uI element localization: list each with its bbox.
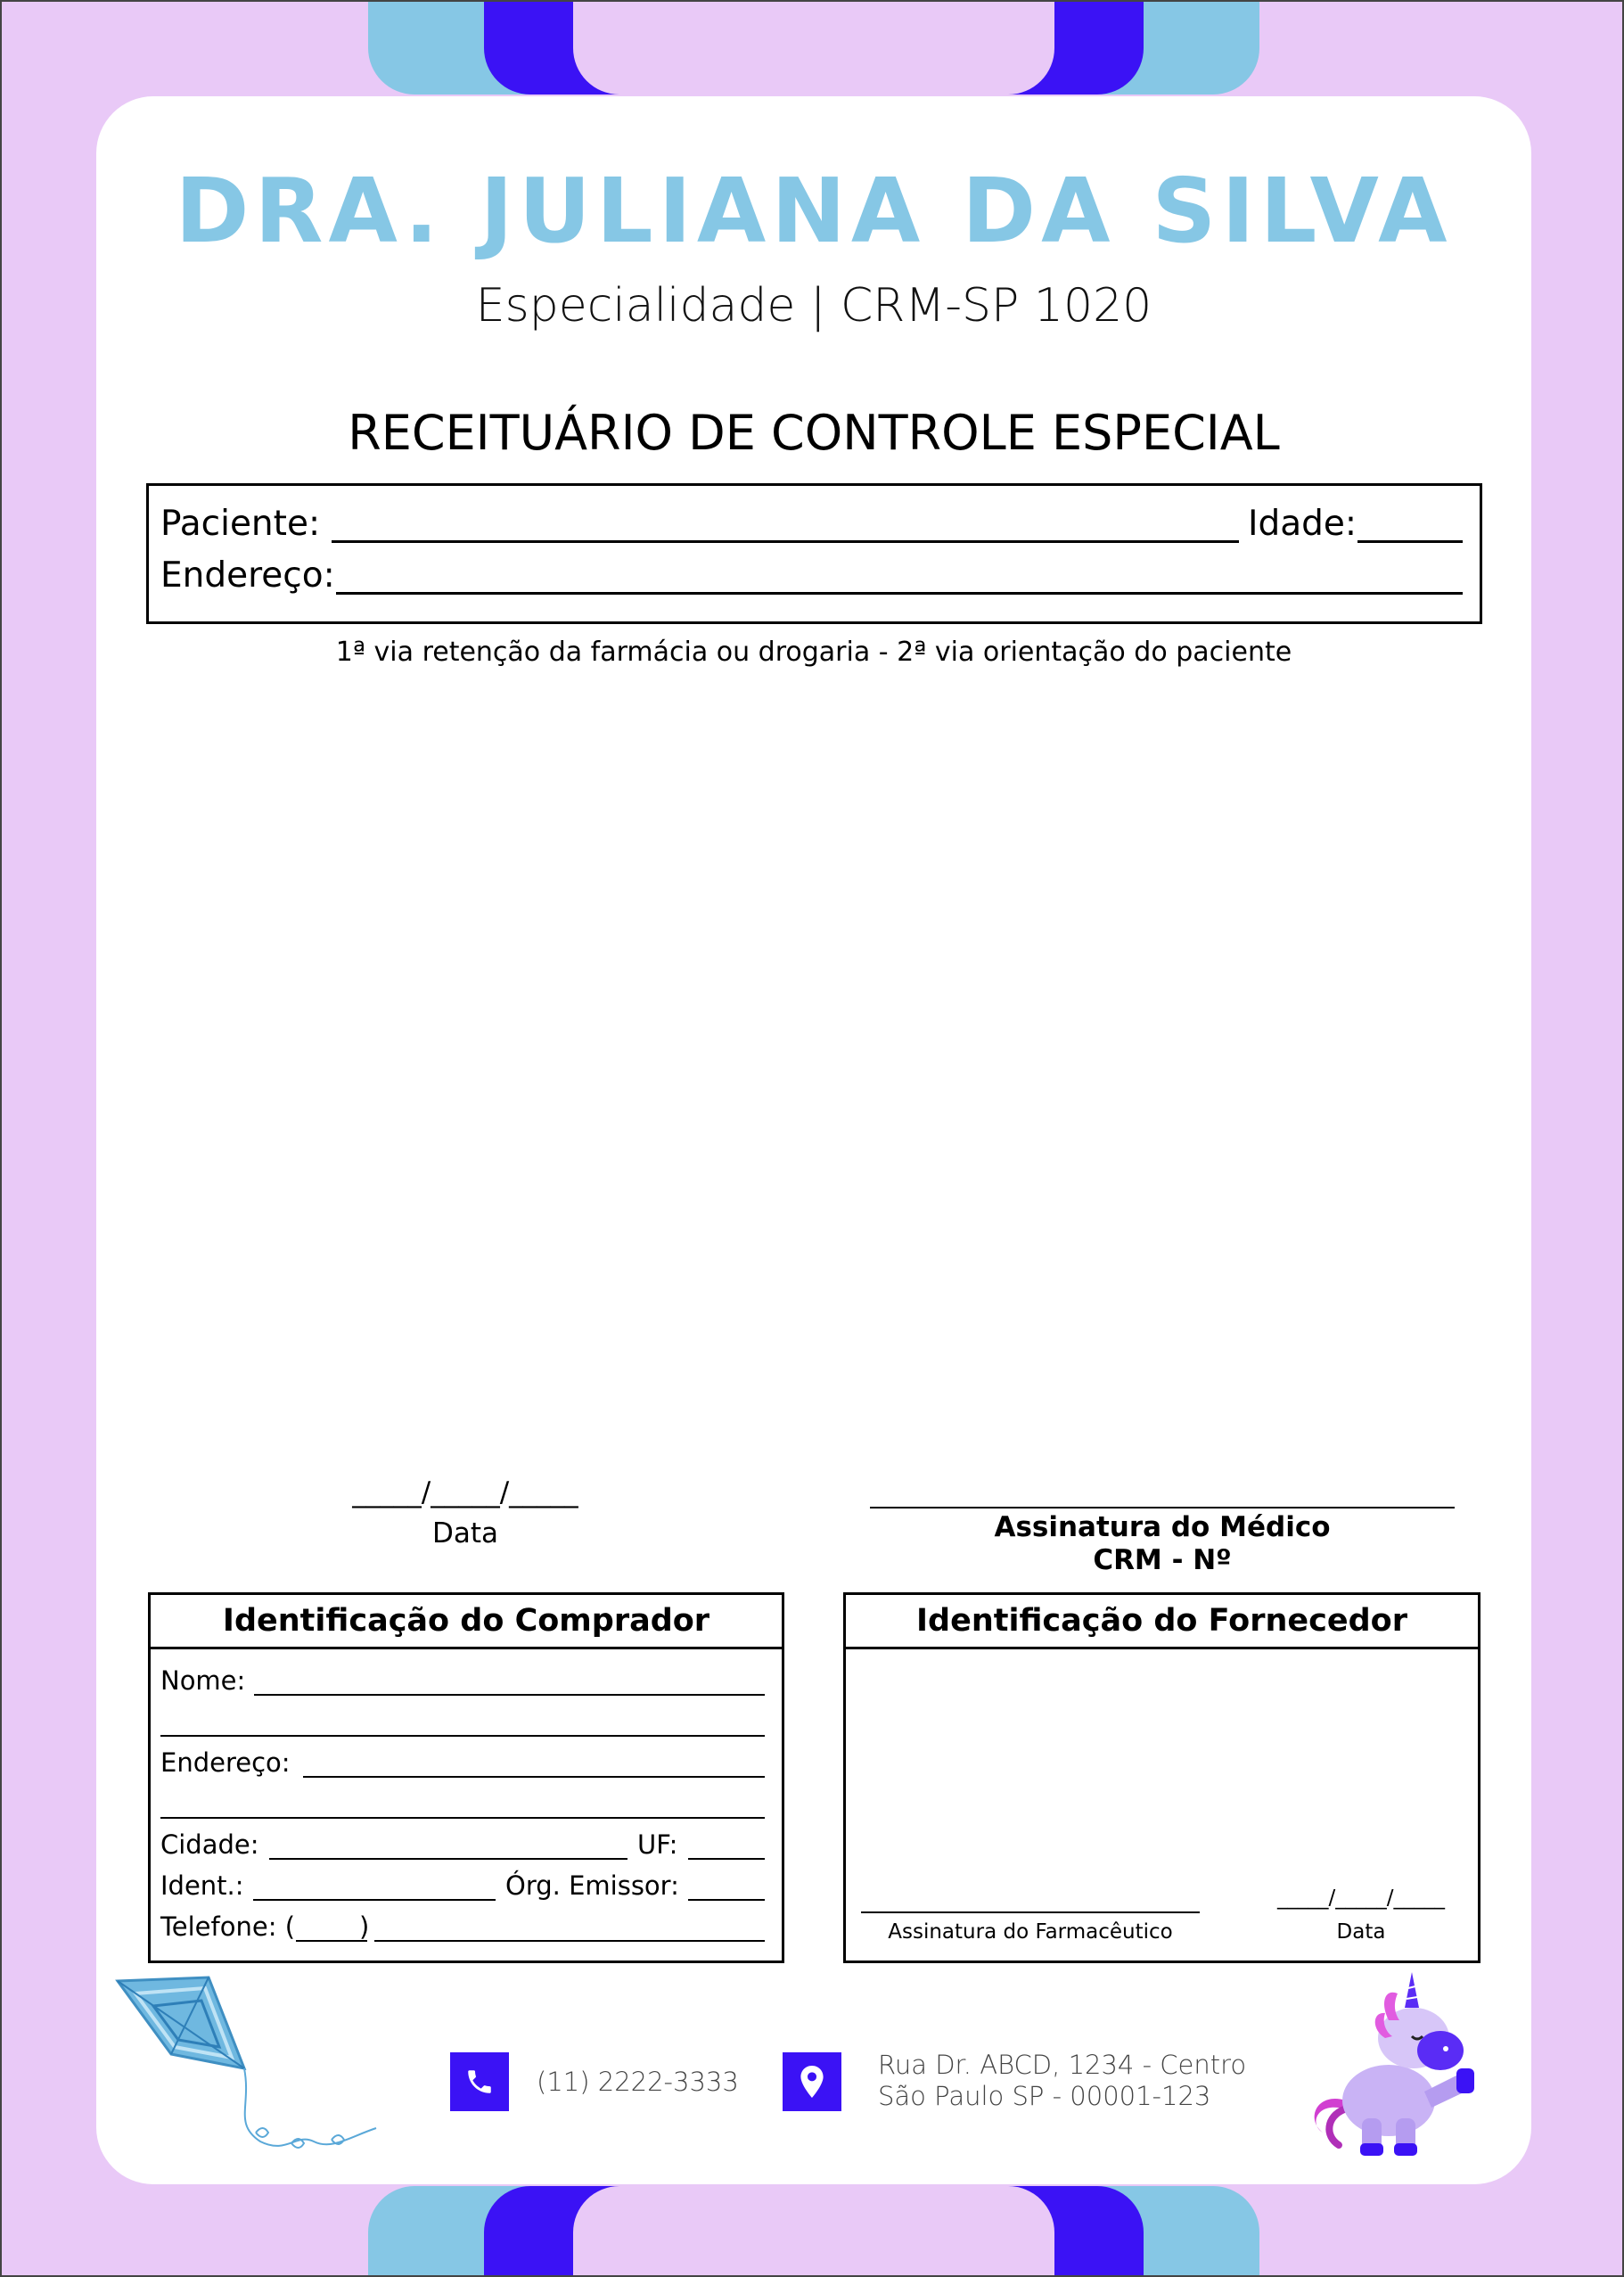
- address-input-line[interactable]: [336, 592, 1463, 595]
- footer-phone: (11) 2222-3333: [537, 2067, 739, 2097]
- doctor-specialty-crm: Especialidade | CRM-SP 1020: [475, 279, 1152, 333]
- buyer-name-line-2[interactable]: [160, 1735, 765, 1737]
- footer-address-line2: São Paulo SP - 00001-123: [878, 2081, 1211, 2111]
- buyer-id-line[interactable]: [253, 1899, 496, 1901]
- address-label: Endereço:: [160, 555, 335, 596]
- buyer-phone-label: Telefone: (: [160, 1911, 296, 1942]
- buyer-heading: Identificação do Comprador: [151, 1595, 782, 1649]
- phone-icon: [450, 2052, 509, 2111]
- corner-bottom-left: [2, 1847, 96, 2184]
- buyer-name-line[interactable]: [254, 1694, 765, 1696]
- copies-note: 1ª via retenção da farmácia ou drogaria - 2ª via orientação do paciente: [335, 637, 1292, 668]
- patient-label: Paciente:: [160, 504, 321, 544]
- buyer-address-line[interactable]: [303, 1776, 765, 1778]
- buyer-address-label: Endereço:: [160, 1747, 291, 1778]
- age-input-line[interactable]: [1357, 540, 1463, 543]
- location-pin-icon: [783, 2052, 841, 2111]
- pharmacist-signature-label: Assinatura do Farmacêutico: [888, 1920, 1173, 1944]
- top-pill-inner: [573, 2, 1054, 95]
- supplier-date-label: Data: [1336, 1920, 1386, 1944]
- prescription-date-label: Data: [431, 1517, 499, 1550]
- corner-bottom-right: [1531, 1847, 1624, 2184]
- doctor-signature-label: Assinatura do Médico: [994, 1511, 1331, 1543]
- buyer-state-line[interactable]: [688, 1858, 765, 1860]
- buyer-city-line[interactable]: [269, 1858, 627, 1860]
- buyer-box: [148, 1592, 784, 1963]
- pharmacist-signature-line[interactable]: [861, 1911, 1200, 1913]
- corner-top-right: [1531, 96, 1624, 433]
- buyer-phone-paren-close: ): [359, 1911, 370, 1942]
- age-label: Idade:: [1248, 504, 1357, 544]
- doctor-crm-label: CRM - Nº: [1093, 1544, 1232, 1576]
- unicorn-illustration: [1300, 1967, 1496, 2163]
- buyer-city-label: Cidade:: [160, 1829, 259, 1860]
- buyer-id-label: Ident.:: [160, 1870, 244, 1901]
- doctor-signature-line[interactable]: [870, 1507, 1455, 1508]
- bottom-pill-inner: [573, 2186, 1054, 2277]
- document-title: RECEITUÁRIO DE CONTROLE ESPECIAL: [348, 405, 1280, 461]
- buyer-issuer-line[interactable]: [688, 1899, 765, 1901]
- patient-input-line[interactable]: [332, 540, 1239, 543]
- buyer-state-label: UF:: [637, 1829, 678, 1860]
- supplier-heading: Identificação do Fornecedor: [846, 1595, 1478, 1649]
- doctor-name: DRA. JULIANA DA SILVA: [175, 159, 1453, 263]
- buyer-phone-line[interactable]: [374, 1940, 765, 1942]
- kite-illustration: [109, 1972, 403, 2177]
- buyer-name-label: Nome:: [160, 1665, 246, 1696]
- corner-top-left: [2, 96, 96, 433]
- footer-address-line1: Rua Dr. ABCD, 1234 - Centro: [878, 2050, 1247, 2080]
- supplier-date-field[interactable]: _____/_____/_____: [1277, 1887, 1445, 1910]
- buyer-phone-area-line[interactable]: [296, 1940, 367, 1942]
- prescription-date-field[interactable]: _____/_____/_____: [352, 1476, 578, 1508]
- buyer-issuer-label: Órg. Emissor:: [505, 1870, 679, 1901]
- buyer-address-line-2[interactable]: [160, 1817, 765, 1819]
